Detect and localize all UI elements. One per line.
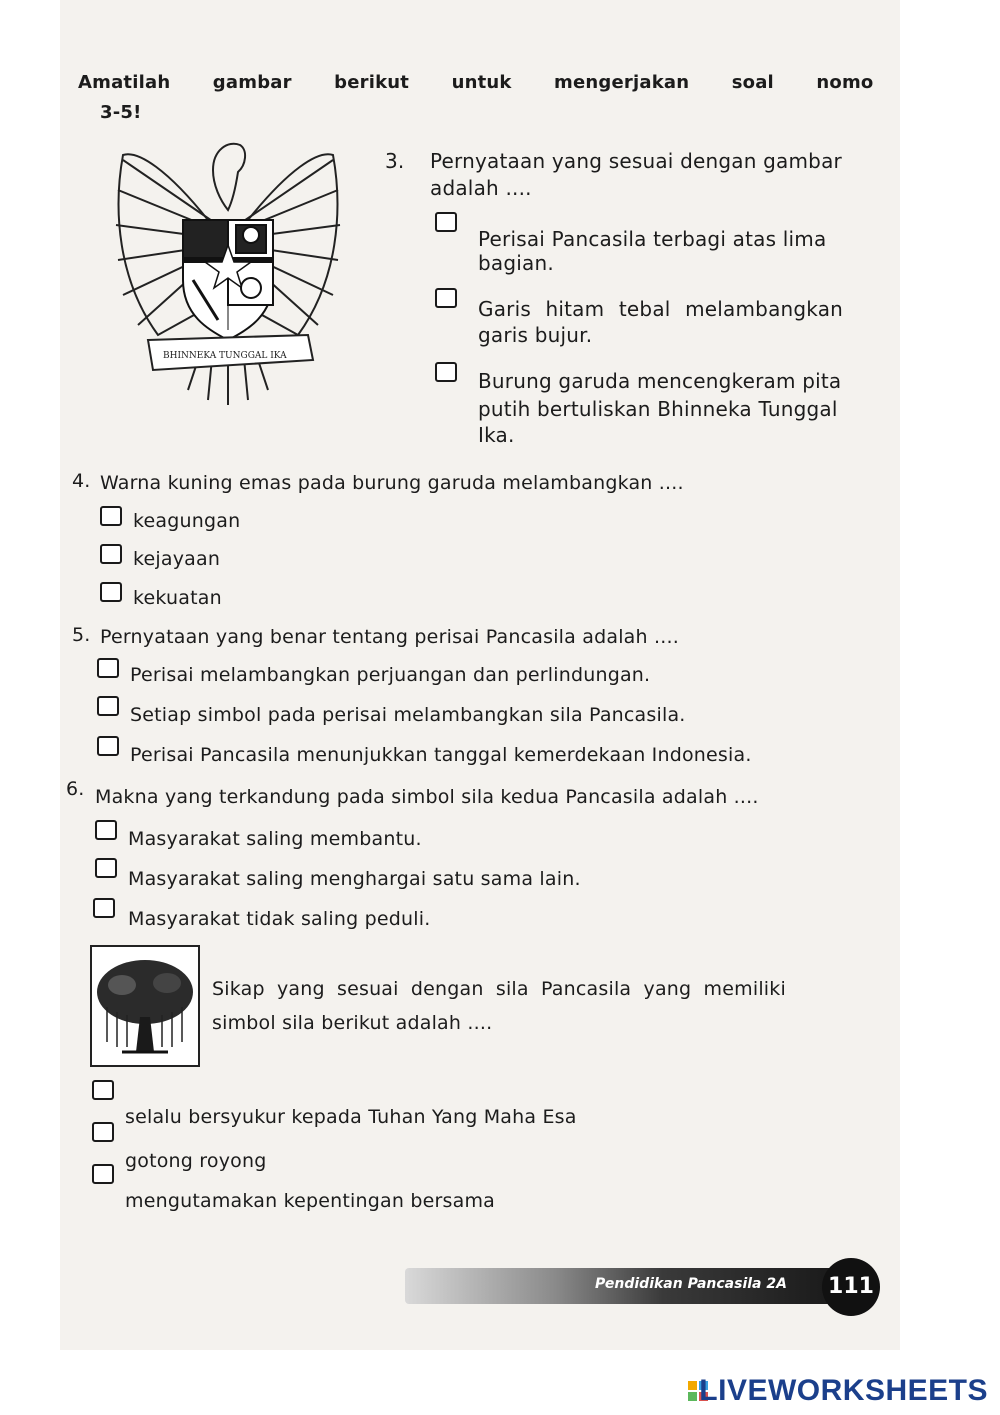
q7-option-2-checkbox[interactable] <box>92 1122 114 1142</box>
q3-option-3-checkbox[interactable] <box>435 362 457 382</box>
banyan-tree-frame <box>90 945 200 1067</box>
q3-option-1-line1: Perisai Pancasila terbagi atas lima <box>478 227 827 251</box>
ribbon-text: BHINNEKA TUNGGAL IKA <box>163 351 287 361</box>
page-number: 111 <box>822 1258 880 1316</box>
garuda-pancasila-image <box>108 130 348 430</box>
q4-option-3-checkbox[interactable] <box>100 582 122 602</box>
q3-option-2-line2: garis bujur. <box>478 323 593 347</box>
q4-question: Warna kuning emas pada burung garuda melambangkan .... <box>100 472 684 494</box>
instruction-line1: Amatilah gambar berikut untuk mengerjakan soal nomo <box>78 72 874 93</box>
q5-option-1-checkbox[interactable] <box>97 658 119 678</box>
q3-option-1-checkbox[interactable] <box>435 212 457 232</box>
q6-option-2-label: Masyarakat saling menghargai satu sama lain. <box>128 868 581 890</box>
q7-question-line2: simbol sila berikut adalah .... <box>212 1012 493 1034</box>
q5-number: 5. <box>72 624 91 646</box>
liveworksheets-brand[interactable]: LIVEWORKSHEETS <box>699 1374 988 1407</box>
q7-option-1-label: selalu bersyukur kepada Tuhan Yang Maha Esa <box>125 1106 577 1128</box>
q4-option-1-label: keagungan <box>133 510 241 532</box>
q3-question-line1: Pernyataan yang sesuai dengan gambar <box>430 149 842 173</box>
q7-option-1-checkbox[interactable] <box>92 1080 114 1100</box>
q5-option-3-label: Perisai Pancasila menunjukkan tanggal kemerdekaan Indonesia. <box>130 744 752 766</box>
q3-option-3-line2: putih bertuliskan Bhinneka Tunggal <box>478 397 838 421</box>
q4-option-1-checkbox[interactable] <box>100 506 122 526</box>
q6-option-1-label: Masyarakat saling membantu. <box>128 828 422 850</box>
instruction-line2: 3-5! <box>100 102 142 123</box>
shield <box>183 220 273 340</box>
q6-option-3-label: Masyarakat tidak saling peduli. <box>128 908 431 930</box>
q5-option-1-label: Perisai melambangkan perjuangan dan perlindungan. <box>130 664 651 686</box>
q6-option-1-checkbox[interactable] <box>95 820 117 840</box>
q7-option-2-label: gotong royong <box>125 1150 267 1172</box>
q5-option-2-checkbox[interactable] <box>97 696 119 716</box>
q3-number: 3. <box>385 149 405 173</box>
q7-question-line1: Sikap yang sesuai dengan sila Pancasila yang memiliki <box>212 978 786 1000</box>
q5-option-2-label: Setiap simbol pada perisai melambangkan sila Pancasila. <box>130 704 686 726</box>
footer-book-title: Pendidikan Pancasila 2A <box>595 1276 787 1292</box>
q4-option-3-label: kekuatan <box>133 587 222 609</box>
q4-number: 4. <box>72 470 91 492</box>
q6-question: Makna yang terkandung pada simbol sila kedua Pancasila adalah .... <box>95 786 759 808</box>
q5-option-3-checkbox[interactable] <box>97 736 119 756</box>
q4-option-2-checkbox[interactable] <box>100 544 122 564</box>
q4-option-2-label: kejayaan <box>133 548 221 570</box>
q3-option-1-line2: bagian. <box>478 251 554 275</box>
q7-option-3-checkbox[interactable] <box>92 1164 114 1184</box>
q7-option-3-label: mengutamakan kepentingan bersama <box>125 1190 495 1212</box>
q3-option-3-line1: Burung garuda mencengkeram pita <box>478 369 842 393</box>
q3-option-3-line3: Ika. <box>478 423 515 447</box>
q3-question-line2: adalah .... <box>430 176 532 200</box>
q6-number: 6. <box>66 778 85 800</box>
q6-option-3-checkbox[interactable] <box>93 898 115 918</box>
q3-option-2-line1: Garis hitam tebal melambangkan <box>478 297 844 321</box>
banyan-tree-icon <box>92 947 198 1065</box>
q5-question: Pernyataan yang benar tentang perisai Pancasila adalah .... <box>100 626 679 648</box>
q6-option-2-checkbox[interactable] <box>95 858 117 878</box>
q3-option-2-checkbox[interactable] <box>435 288 457 308</box>
